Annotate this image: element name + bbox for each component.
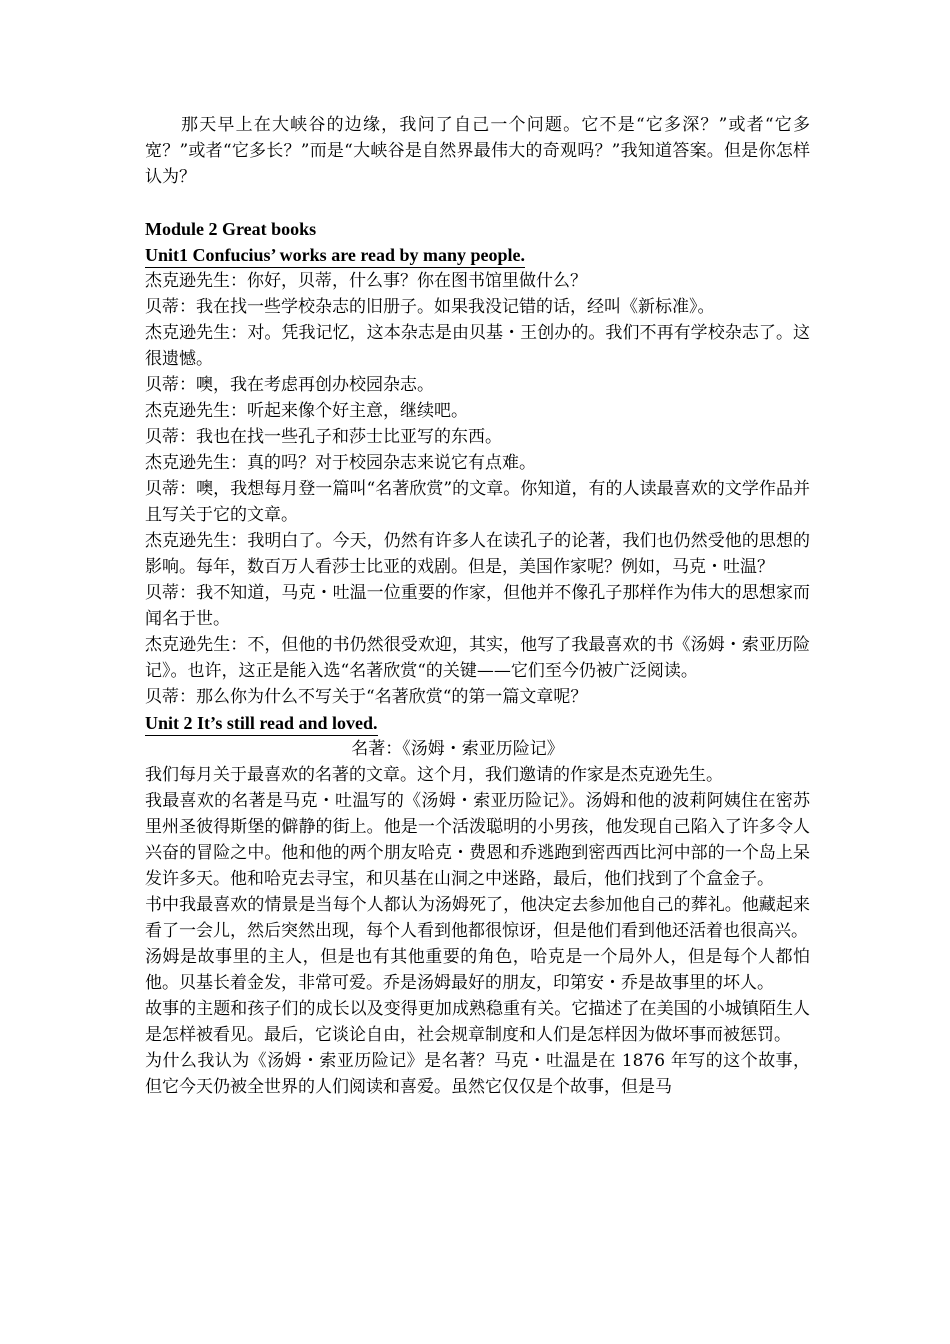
dialogue-line: 杰克逊先生：你好，贝蒂，什么事？你在图书馆里做什么？ (145, 271, 587, 291)
dialogue-line: 贝蒂：我也在找一些孔子和莎士比亚写的东西。 (145, 427, 502, 447)
article-paragraph: 为什么我认为《汤姆・索亚历险记》是名著？马克・吐温是在 1876 年写的这个故事，但它今天仍被全世界的人们阅读和喜爱。虽然它仅仅是个故事，但是马 (145, 1051, 810, 1097)
dialogue-line: 贝蒂：噢，我在考虑再创办校园杂志。 (145, 375, 434, 395)
unit1-title-line (145, 242, 810, 268)
dialogue-line: 杰克逊先生：对。凭我记忆，这本杂志是由贝基・王创办的。我们不再有学校杂志了。这很遗憾。 (145, 323, 810, 369)
article-paragraph: 我最喜欢的名著是马克・吐温写的《汤姆・索亚历险记》。汤姆和他的波莉阿姨住在密苏里州圣彼得斯堡的僻静的街上。他是一个活泼聪明的小男孩，他发现自己陷入了许多令人兴奋的冒险之中。他和他的两个朋友哈克・费恩和乔逃跑到密西西比河中部的一个岛上呆发许多天。他和哈克去寻宝，和贝基在山洞之中迷路，最后，他们找到了个盒金子。 (145, 791, 810, 889)
dialogue-line: 杰克逊先生：我明白了。今天，仍然有许多人在读孔子的论著，我们也仍然受他的思想的影响。每年，数百万人看莎士比亚的戏剧。但是，美国作家呢？例如，马克・吐温？ (145, 531, 810, 577)
unit2-title-line (145, 710, 810, 736)
article-paragraph: 汤姆是故事里的主人，但是也有其他重要的角色，哈克是一个局外人，但是每个人都怕他。贝基长着金发，非常可爱。乔是汤姆最好的朋友，印第安・乔是故事里的坏人。 (145, 947, 810, 993)
dialogue-line: 贝蒂：我不知道，马克・吐温一位重要的作家，但他并不像孔子那样作为伟大的思想家而闻名于世。 (145, 583, 810, 629)
article-paragraph: 书中我最喜欢的情景是当每个人都认为汤姆死了，他决定去参加他自己的葬礼。他藏起来看了一会儿，然后突然出现，每个人看到他都很惊讶，但是他们看到他还活着也很高兴。 (145, 895, 810, 941)
dialogue-line: 贝蒂：我在找一些学校杂志的旧册子。如果我没记错的话，经叫《新标准》。 (145, 297, 715, 317)
document-page (145, 112, 810, 1100)
dialogue-line: 贝蒂：噢，我想每月登一篇叫“名著欣赏”的文章。你知道，有的人读最喜欢的文学作品并且写关于它的文章。 (145, 479, 810, 525)
article-paragraph: 故事的主题和孩子们的成长以及变得更加成熟稳重有关。它描述了在美国的小城镇陌生人是怎样被看见。最后，它谈论自由，社会规章制度和人们是怎样因为做坏事而被惩罚。 (145, 999, 810, 1045)
blank-line (145, 190, 810, 216)
unit2-title: Unit 2 It’s still read and loved. (145, 712, 378, 736)
article-subtitle: 名著：《汤姆・索亚历险记》 (351, 739, 564, 759)
article-paragraph: 我们每月关于最喜欢的名著的文章。这个月，我们邀请的作家是杰克逊先生。 (145, 765, 723, 785)
dialogue-line: 杰克逊先生：听起来像个好主意，继续吧。 (145, 401, 468, 421)
dialogue-line: 贝蒂：那么你为什么不写关于“名著欣赏“的第一篇文章呢？ (145, 687, 588, 707)
intro-paragraph: 那天早上在大峡谷的边缘，我问了自己一个问题。它不是“它多深？”或者“它多宽？”或者“它多长？”而是“大峡谷是自然界最伟大的奇观吗？”我知道答案。但是你怎样认为？ (145, 115, 810, 187)
dialogue-line: 杰克逊先生：不，但他的书仍然很受欢迎，其实，他写了我最喜欢的书《汤姆・索亚历险记》。也许，这正是能入选“名著欣赏“的关键——它们至今仍被广泛阅读。 (145, 635, 810, 681)
unit1-title: Unit1 Confucius’ works are read by many people. (145, 244, 525, 268)
module-title: Module 2 Great books (145, 219, 317, 239)
dialogue-line: 杰克逊先生：真的吗？对于校园杂志来说它有点难。 (145, 453, 536, 473)
